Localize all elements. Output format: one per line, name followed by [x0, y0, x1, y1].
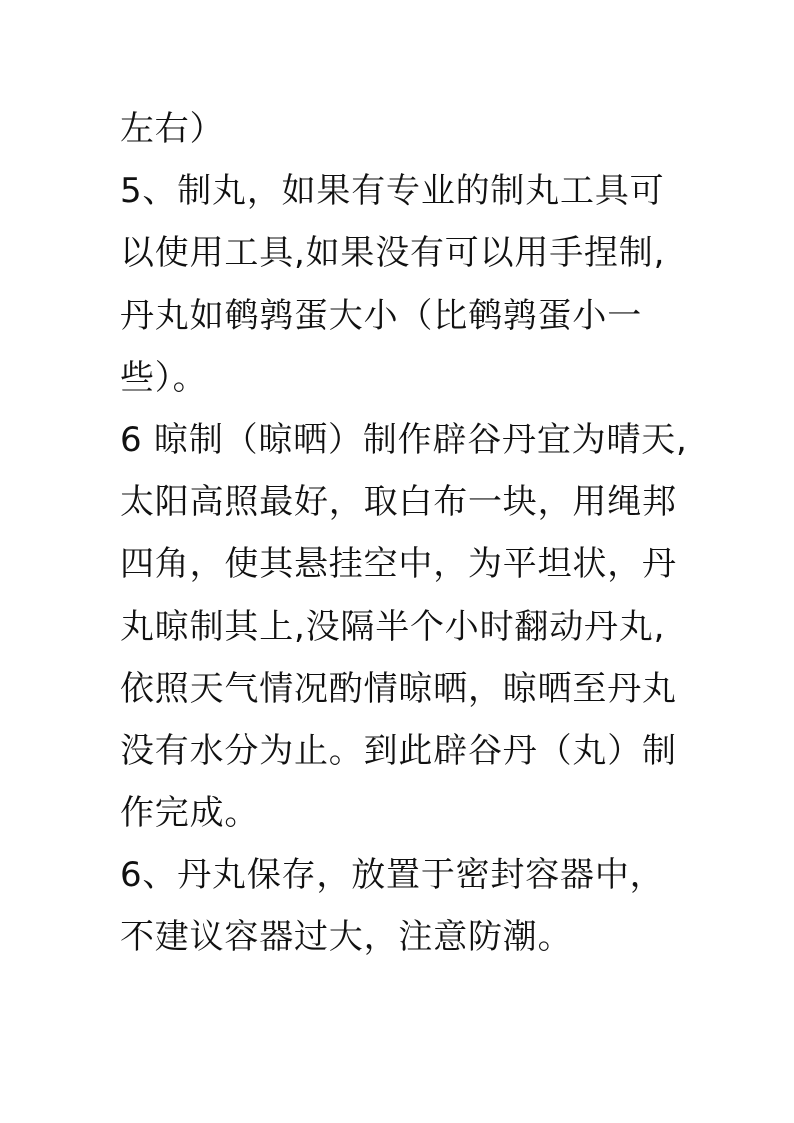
text-line: 以使用工具,如果没有可以用手捏制, — [120, 233, 666, 274]
text-line: 没有水分为止。到此辟谷丹（丸）制 — [120, 730, 677, 771]
text-line: 丹丸如鹌鹑蛋大小（比鹌鹑蛋小一 — [120, 295, 642, 336]
document-body — [120, 103, 688, 974]
text-line: 丸晾制其上,没隔半个小时翻动丹丸, — [120, 606, 666, 647]
text-line: 左右） — [120, 109, 225, 149]
text-line: 5、制丸，如果有专业的制丸工具可 — [120, 171, 665, 212]
text-line: 依照天气情况酌情晾晒，晾晒至丹丸 — [120, 668, 677, 709]
text-line: 作完成。 — [120, 793, 260, 834]
text-line: 不建议容器过大，注意防潮。 — [120, 917, 573, 958]
text-line: 四角，使其悬挂空中，为平坦状，丹 — [120, 544, 677, 585]
text-line: 6 晾制（晾晒）制作辟谷丹宜为晴天, — [120, 419, 688, 460]
text-line: 些）。 — [120, 357, 208, 398]
text-line: 6、丹丸保存，放置于密封容器中， — [120, 855, 665, 896]
text-line: 太阳高照最好，取白布一块，用绳邦 — [120, 482, 677, 523]
